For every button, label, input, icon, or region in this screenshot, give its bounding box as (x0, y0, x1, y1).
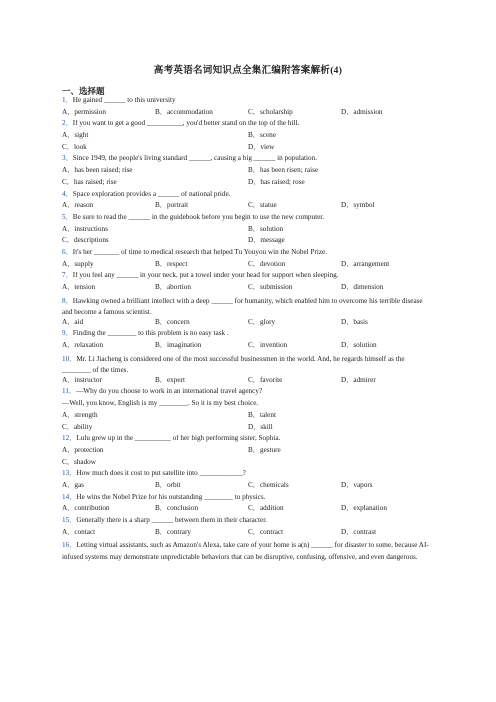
option-row (62, 529, 434, 541)
answer-option[interactable]: D．dimension (341, 283, 384, 291)
answer-option[interactable]: C．has raised; rise (62, 177, 117, 186)
question-number: 6． (62, 248, 73, 256)
answer-option[interactable]: B．gesture (248, 445, 281, 454)
option-row (62, 319, 434, 331)
answer-option[interactable]: D．basis (341, 317, 368, 326)
option-row (62, 261, 434, 273)
answer-option[interactable]: B．respect (155, 259, 188, 268)
answer-option[interactable]: B．accommodation (155, 107, 213, 116)
option-row (62, 109, 434, 121)
answer-option[interactable]: D．contrast (341, 527, 377, 536)
option-row (62, 482, 434, 494)
section-heading: 一、选择题 (62, 86, 105, 96)
answer-option[interactable]: A．gas (62, 480, 84, 489)
question-text: —Why do you choose to work in an international travel agency? (76, 388, 263, 396)
answer-option[interactable]: C．shadow (62, 457, 96, 466)
question-stem (62, 388, 434, 400)
question-number: 7． (62, 272, 73, 280)
answer-option[interactable]: A．protection (62, 445, 104, 454)
answer-option[interactable]: C．statue (248, 201, 277, 210)
answer-option[interactable]: D．admission (341, 107, 383, 116)
answer-option[interactable]: A．supply (62, 259, 94, 268)
question-number: 1． (62, 97, 73, 104)
answer-option[interactable]: B．has been risen; raise (248, 166, 319, 175)
question-number: 10． (62, 354, 77, 363)
answer-option[interactable]: A．aid (62, 317, 84, 326)
question-number: 14． (62, 493, 77, 501)
answer-option[interactable]: B．solution (248, 224, 284, 233)
question-number: 8． (62, 296, 73, 305)
option-row (62, 459, 434, 471)
answer-option[interactable]: C．devotion (248, 259, 286, 268)
option-row (62, 447, 434, 459)
answer-option[interactable]: C．favorite (248, 375, 283, 384)
option-row (62, 202, 434, 214)
question-number: 9． (62, 330, 73, 338)
option-row (62, 424, 434, 436)
question-text: It's her _______ of time to medical research that helped Tu Youyou win the Nobel Prize. (72, 248, 328, 256)
answer-option[interactable]: C．invention (248, 341, 288, 350)
question-text: —Well, you know, English is my ________. So it is my best choice. (62, 400, 259, 408)
option-row (62, 284, 434, 296)
question-number: 5． (62, 213, 73, 221)
option-row (62, 132, 434, 144)
question-text: Finding the ________ to this problem is no easy task . (72, 330, 229, 338)
answer-option[interactable]: C．glory (248, 317, 276, 326)
question-stem (62, 249, 434, 261)
question-stem (62, 296, 434, 319)
answer-option[interactable]: A．tension (62, 283, 96, 291)
question-number: 11． (62, 388, 77, 396)
answer-option[interactable]: B．talent (248, 410, 276, 419)
question-stem (62, 354, 434, 377)
answer-option[interactable]: D．arrangement (341, 259, 390, 268)
answer-option[interactable]: B．abortion (155, 283, 191, 291)
answer-option[interactable]: C．submission (248, 283, 293, 291)
answer-option[interactable]: D．explanation (341, 504, 387, 513)
question-text: Hawking owned a brilliant intellect with a deep ______ for humanity, which enabled him to overcome his terrible disease and become a famous scientist. (62, 296, 423, 317)
question-text: Mr. Li Jiacheng is considered one of the most successful businessmen in the world. And, he regards himself as the ________ of the times. (62, 354, 405, 375)
answer-option[interactable]: A．reason (62, 201, 94, 210)
answer-option[interactable]: A．contact (62, 527, 96, 536)
option-row (62, 377, 434, 389)
page-title: 高考英语名词知识点全集汇编附答案解析(4) (153, 66, 343, 76)
question-number: 4． (62, 190, 73, 198)
option-row (62, 237, 434, 249)
answer-option[interactable]: A．instructor (62, 375, 102, 384)
question-text: If you feel any ______ in your neck, put a towel under your head for support when sleeping. (72, 272, 339, 280)
question-stem (62, 97, 434, 109)
question-stem (62, 517, 434, 529)
answer-option[interactable]: D．message (248, 236, 285, 245)
answer-option[interactable]: A．relaxation (62, 341, 104, 350)
question-text: Generally there is a sharp ______ between them in their character. (76, 517, 267, 524)
answer-option[interactable]: B．concern (155, 317, 190, 326)
answer-option[interactable]: C．scholarship (248, 107, 293, 116)
answer-option[interactable]: D．view (248, 142, 275, 151)
answer-option[interactable]: D．vapors (341, 480, 373, 489)
question-number: 13． (62, 470, 77, 478)
question-text: Letting virtual assistants, such as Amazon's Alexa, take care of your home is a(n) ______ for disaster to some, because AI-infused systems may demonstrate unpredictable behaviors that can be disruptive, confusing, offensive, and even dangerous. (62, 541, 429, 561)
answer-option[interactable]: D．symbol (341, 201, 375, 210)
question-number: 15． (62, 517, 77, 524)
answer-option[interactable]: C．look (62, 142, 87, 151)
question-text: Be sure to read the ______ in the guidebook before you begin to use the new computer. (72, 213, 325, 221)
answer-option[interactable]: B．contrary (155, 527, 191, 536)
question-number: 3． (62, 155, 73, 163)
question-text: Space exploration provides a ______ of national pride. (72, 190, 231, 198)
option-row (62, 505, 434, 517)
answer-option[interactable]: B．expert (155, 375, 185, 384)
answer-option[interactable]: B．conclusion (155, 504, 199, 513)
answer-option[interactable]: A．strength (62, 410, 98, 419)
answer-option[interactable]: D．has raised; rose (248, 177, 305, 186)
option-row (62, 342, 434, 354)
answer-option[interactable]: A．has been raised; rise (62, 166, 133, 175)
answer-option[interactable]: B．portrait (155, 201, 189, 210)
question-text: How much does it cost to put satellite into ____________? (76, 470, 246, 478)
answer-option[interactable]: A．contribution (62, 504, 110, 513)
question-stem (62, 214, 434, 226)
answer-option[interactable]: B．scene (248, 131, 276, 140)
question-number: 2． (62, 120, 73, 128)
question-text: Lulu grew up in the __________ of her high performing sister, Sophia. (76, 435, 281, 443)
question-number: 16． (62, 541, 77, 550)
question-text: If you want to get a good __________, you'd better stand on the top of the hill. (72, 120, 300, 128)
question-text: Since 1949, the people's living standard ______, causing a big ______ in population. (72, 155, 318, 163)
answer-option[interactable]: C．contract (248, 527, 284, 536)
option-row (62, 412, 434, 424)
question-stem (62, 540, 434, 563)
option-row (62, 144, 434, 156)
answer-option[interactable]: D．solution (341, 341, 377, 350)
answer-option[interactable]: C．descriptions (62, 236, 109, 245)
answer-option[interactable]: D．skill (248, 422, 273, 431)
question-number: 12． (62, 435, 77, 443)
answer-option[interactable]: B．imagination (155, 341, 202, 350)
answer-option[interactable]: A．sight (62, 131, 89, 140)
question-text: He wins the Nobel Prize for his outstanding ________ to physics. (76, 493, 266, 501)
question-text: He gained ______ to this university (72, 97, 176, 104)
answer-option[interactable]: C．chemicals (248, 480, 289, 489)
answer-option[interactable]: C．ability (62, 422, 93, 431)
answer-option[interactable]: B．orbit (155, 480, 181, 489)
answer-option[interactable]: D．admirer (341, 375, 376, 384)
answer-option[interactable]: A．permission (62, 107, 106, 116)
answer-option[interactable]: A．instructions (62, 224, 108, 233)
answer-option[interactable]: C．addition (248, 504, 284, 513)
option-row (62, 179, 434, 191)
question-list (62, 97, 434, 563)
